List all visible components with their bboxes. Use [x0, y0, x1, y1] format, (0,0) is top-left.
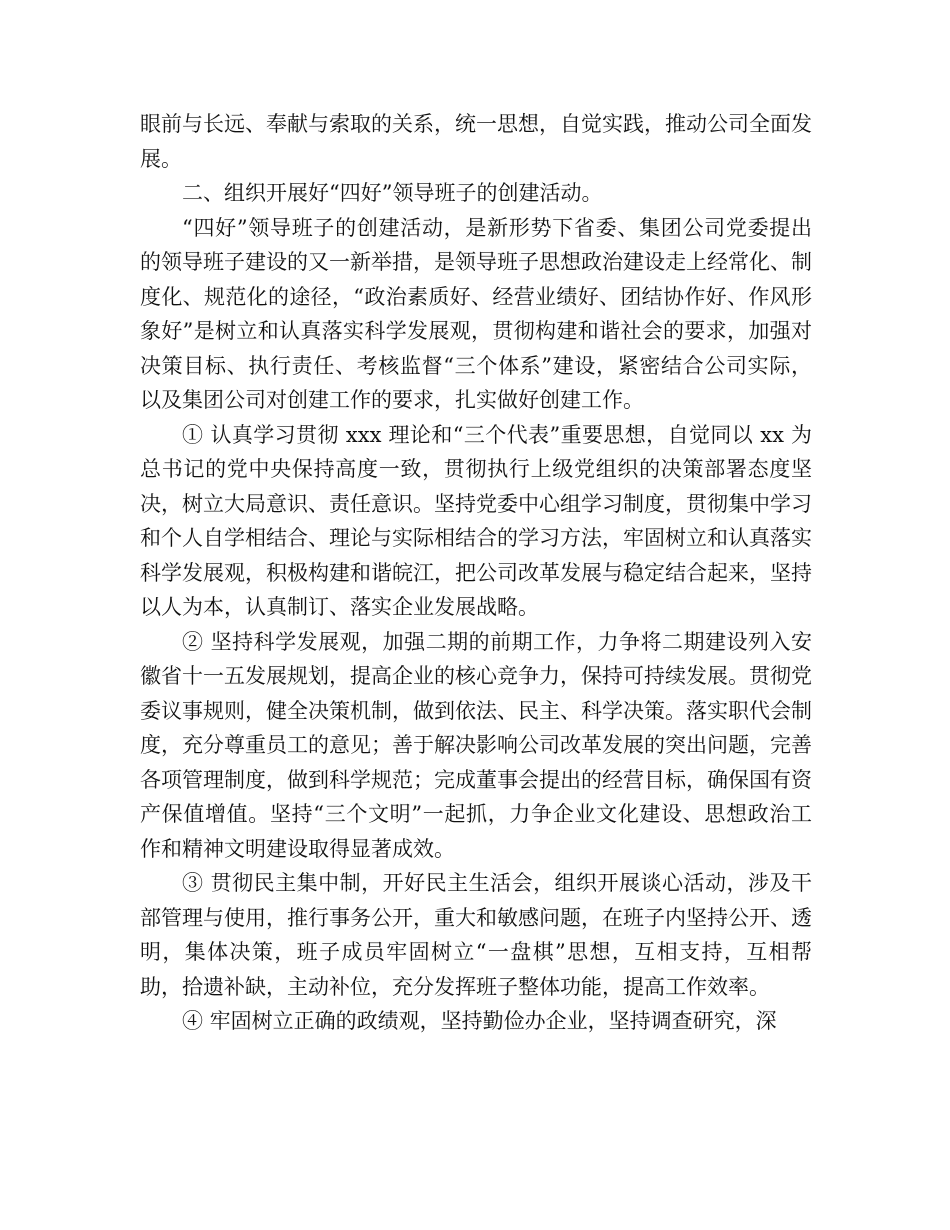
paragraph-item-3: ③ 贯彻民主集中制，开好民主生活会，组织开展谈心活动，涉及干部管理与使用，推行事务公开，重大和敏感问题，在班子内坚持公开、透明，集体决策，班子成员牢固树立“一盘棋”思想，互相支持，互相帮助，拾遗补缺，主动补位，充分发挥班子整体功能，提高工作效率。: [140, 871, 812, 999]
paragraph-item-4: ④ 牢固树立正确的政绩观，坚持勤俭办企业，坚持调查研究，深: [182, 1009, 777, 1033]
document-body: [140, 107, 812, 1039]
paragraph-intro: “四好”领导班子的创建活动，是新形势下省委、集团公司党委提出的领导班子建设的又一新举措，是领导班子思想政治建设走上经常化、制度化、规范化的途径，“政治素质好、经营业绩好、团结协作好、作风形象好”是树立和认真落实科学发展观，贯彻构建和谐社会的要求，加强对决策目标、执行责任、考核监督“三个体系”建设，紧密结合公司实际，以及集团公司对创建工作的要求，扎实做好创建工作。: [140, 215, 812, 412]
paragraph-item-1: ① 认真学习贯彻 xxx 理论和“三个代表”重要思想，自觉同以 xx 为总书记的党中央保持高度一致，贯彻执行上级党组织的决策部署态度坚决，树立大局意识、责任意识。坚持党委中心组学习制度，贯彻集中学习和个人自学相结合、理论与实际相结合的学习方法，牢固树立和认真落实科学发展观，积极构建和谐皖江，把公司改革发展与稳定结合起来，坚持以人为本，认真制订、落实企业发展战略。: [140, 422, 812, 619]
paragraph-continuation: 眼前与长远、奉献与索取的关系，统一思想，自觉实践，推动公司全面发展。: [140, 112, 812, 171]
paragraph-item-2: ② 坚持科学发展观，加强二期的前期工作，力争将二期建设列入安徽省十一五发展规划，提高企业的核心竞争力，保持可持续发展。贯彻党委议事规则，健全决策机制，做到依法、民主、科学决策。落实职代会制度，充分尊重员工的意见；善于解决影响公司改革发展的突出问题，完善各项管理制度，做到科学规范；完成董事会提出的经营目标，确保国有资产保值增值。坚持“三个文明”一起抓，力争企业文化建设、思想政治工作和精神文明建设取得显著成效。: [140, 629, 812, 861]
section-heading: 二、组织开展好“四好”领导班子的创建活动。: [182, 181, 603, 205]
